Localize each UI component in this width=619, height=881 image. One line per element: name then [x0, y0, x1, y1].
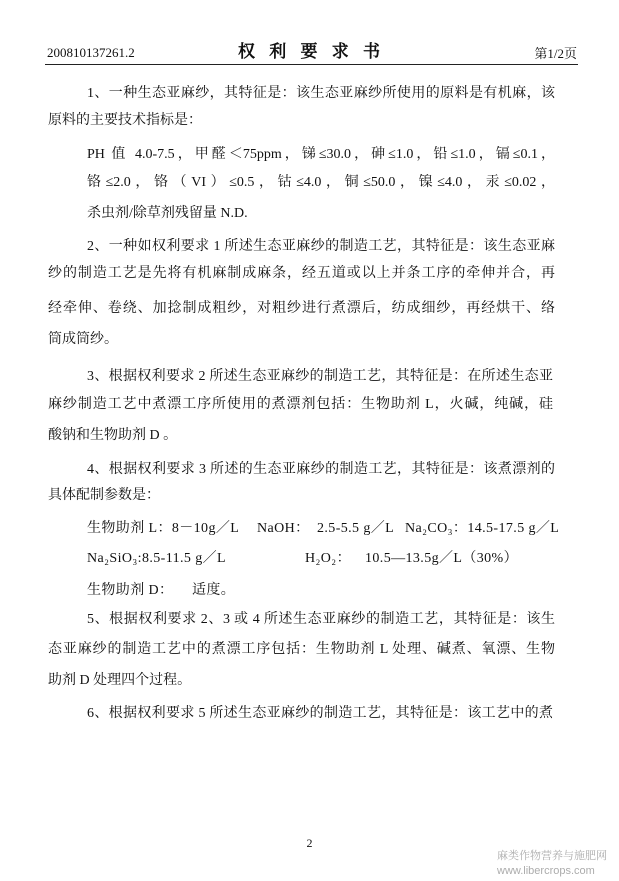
document-title: 权 利 要 求 书 — [238, 42, 385, 61]
claim-3-line-3: 酸钠和生物助剂 D 。 — [48, 428, 178, 443]
claim-1-line-2: 原料的主要技术指标是： — [48, 113, 202, 128]
page-label: 第1/2页 — [534, 46, 577, 61]
param-naoh-label: NaOH： — [257, 521, 310, 536]
header-rule — [45, 64, 578, 65]
claim-2-line-3: 经牵伸、卷绕、加捻制成粗纱，对粗纱进行煮漂后，纺成细纱，再经烘干、络 — [48, 301, 555, 316]
claim-5-line-3: 助剂 D 处理四个过程。 — [48, 673, 192, 688]
claim-1-line-3: PH 值 4.0-7.5，甲醛＜75ppm，锑≤30.0，砷≤1.0，铅≤1.0，镉≤0.1， — [87, 147, 555, 162]
param-naoh-value: 2.5-5.5 g／L — [317, 521, 395, 536]
claim-2-line-4: 筒成筒纱。 — [48, 332, 118, 347]
param-bio-agent-d-value: 适度。 — [192, 583, 236, 598]
claim-3-line-1: 3、根据权利要求 2 所述生态亚麻纱的制造工艺，其特征是：在所述生态亚 — [87, 369, 553, 384]
watermark-site-name: 麻类作物营养与施肥网 — [497, 850, 607, 862]
claim-5-line-2: 态亚麻纱的制造工艺中的煮漂工序包括：生物助剂 L 处理、碱煮、氧漂、生物 — [48, 642, 555, 657]
param-h2o2-value: 10.5—13.5g／L（30%） — [365, 551, 519, 566]
param-bio-agent-d-label: 生物助剂 D： — [87, 583, 174, 598]
param-h2o2-label: H₂O₂： — [305, 551, 351, 566]
claim-4-line-1: 4、根据权利要求 3 所述的生态亚麻纱的制造工艺，其特征是：该煮漂剂的 — [87, 462, 555, 477]
claim-1-line-1: 1、一种生态亚麻纱，其特征是：该生态亚麻纱所使用的原料是有机麻，该 — [87, 86, 555, 101]
claim-3-line-2: 麻纱制造工艺中煮漂工序所使用的煮漂剂包括：生物助剂 L，火碱，纯碱，硅 — [48, 397, 553, 412]
page-number: 2 — [306, 836, 313, 850]
application-number: 200810137261.2 — [47, 45, 135, 60]
claim-2-line-2: 纱的制造工艺是先将有机麻制成麻条，经五道或以上并条工序的牵伸并合，再 — [48, 266, 555, 281]
param-na2sio3: Na₂SiO₃:8.5-11.5 g／L — [87, 551, 226, 566]
claim-4-line-2: 具体配制参数是： — [48, 488, 160, 503]
param-na2co3: Na₂CO₃：14.5-17.5 g／L — [405, 521, 560, 536]
claim-5-line-1: 5、根据权利要求 2、3 或 4 所述生态亚麻纱的制造工艺，其特征是：该生 — [87, 612, 555, 627]
claim-2-line-1: 2、一种如权利要求 1 所述生态亚麻纱的制造工艺，其特征是：该生态亚麻 — [87, 239, 555, 254]
param-bio-agent-l: 生物助剂 L：8－10g／L — [87, 521, 240, 536]
claim-1-line-4: 铬≤2.0，铬（VI）≤0.5，钴≤4.0，铜≤50.0，镍≤4.0，汞≤0.02， — [87, 175, 555, 190]
claim-1-line-5: 杀虫剂/除草剂残留量 N.D. — [87, 206, 248, 221]
claim-6-line-1: 6、根据权利要求 5 所述生态亚麻纱的制造工艺，其特征是：该工艺中的煮 — [87, 706, 553, 721]
watermark-site-url: www.libercrops.com — [497, 865, 595, 877]
